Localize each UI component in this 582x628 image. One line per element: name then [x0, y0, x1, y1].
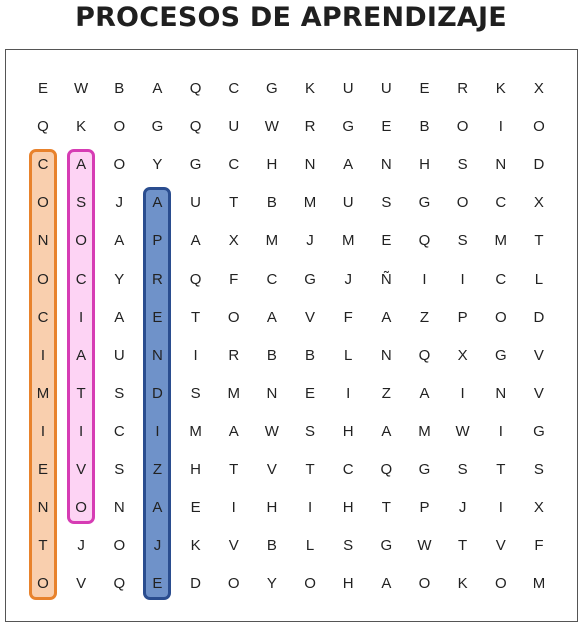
grid-cell[interactable]: S: [381, 194, 392, 212]
grid-cell[interactable]: T: [38, 537, 48, 555]
grid-cell[interactable]: H: [342, 422, 354, 440]
grid-cell[interactable]: I: [422, 270, 427, 288]
grid-cell[interactable]: Q: [37, 118, 49, 136]
grid-cell[interactable]: G: [189, 156, 202, 174]
grid-cell[interactable]: V: [495, 537, 506, 555]
grid-cell[interactable]: E: [37, 461, 48, 478]
grid-cell[interactable]: J: [306, 232, 314, 250]
grid-cell[interactable]: Q: [189, 270, 202, 288]
grid-cell[interactable]: U: [190, 194, 202, 212]
grid-cell[interactable]: O: [37, 575, 49, 593]
grid-cell[interactable]: S: [457, 461, 468, 478]
grid-cell[interactable]: N: [37, 232, 49, 250]
grid-cell[interactable]: H: [342, 575, 354, 593]
grid-cell[interactable]: S: [190, 384, 201, 402]
grid-cell[interactable]: A: [266, 308, 277, 326]
grid-cell[interactable]: C: [495, 194, 507, 212]
grid-cell[interactable]: B: [266, 194, 277, 212]
grid-cell[interactable]: S: [457, 156, 468, 174]
grid-cell[interactable]: T: [305, 461, 315, 478]
grid-cell[interactable]: X: [533, 80, 544, 97]
grid-cell[interactable]: N: [152, 346, 163, 364]
grid-cell[interactable]: Q: [189, 118, 202, 136]
grid-cell[interactable]: B: [305, 346, 316, 364]
grid-cell[interactable]: T: [496, 461, 506, 478]
grid-cell[interactable]: O: [113, 537, 126, 555]
grid-cell[interactable]: I: [346, 384, 351, 402]
grid-cell[interactable]: I: [79, 422, 84, 440]
grid-cell[interactable]: W: [264, 422, 279, 440]
grid-cell[interactable]: N: [380, 156, 392, 174]
grid-cell[interactable]: F: [343, 308, 353, 326]
grid-cell[interactable]: A: [76, 156, 87, 174]
grid-cell[interactable]: G: [342, 118, 355, 136]
grid-cell[interactable]: O: [494, 308, 507, 326]
grid-cell[interactable]: I: [498, 499, 503, 517]
grid-cell[interactable]: T: [191, 308, 201, 326]
grid-cell[interactable]: V: [305, 308, 316, 326]
grid-cell[interactable]: S: [114, 461, 125, 478]
grid-cell[interactable]: W: [264, 118, 279, 136]
grid-cell[interactable]: I: [79, 308, 84, 326]
grid-cell[interactable]: W: [417, 537, 432, 555]
grid-cell[interactable]: H: [419, 156, 430, 174]
grid-cell[interactable]: Q: [189, 80, 202, 97]
grid-cell[interactable]: O: [456, 118, 469, 136]
grid-cell[interactable]: O: [75, 232, 87, 250]
grid-cell[interactable]: G: [418, 194, 431, 212]
grid-cell[interactable]: K: [495, 80, 506, 97]
grid-cell[interactable]: S: [305, 422, 316, 440]
grid-cell[interactable]: X: [228, 232, 239, 250]
grid-cell[interactable]: W: [74, 80, 89, 97]
grid-cell[interactable]: P: [457, 308, 468, 326]
grid-cell[interactable]: T: [229, 194, 239, 212]
grid-cell[interactable]: G: [418, 461, 431, 478]
grid-cell[interactable]: E: [419, 80, 430, 97]
grid-cell[interactable]: R: [228, 346, 240, 364]
grid-cell[interactable]: H: [190, 461, 202, 478]
grid-cell[interactable]: D: [533, 156, 545, 174]
grid-cell[interactable]: U: [380, 80, 392, 97]
grid-cell[interactable]: G: [151, 118, 164, 136]
grid-cell[interactable]: K: [305, 80, 316, 97]
grid-cell[interactable]: D: [533, 308, 545, 326]
grid-cell[interactable]: O: [418, 575, 431, 593]
grid-cell[interactable]: A: [228, 422, 239, 440]
grid-cell[interactable]: I: [460, 384, 465, 402]
grid-cell[interactable]: B: [266, 346, 277, 364]
grid-cell[interactable]: T: [76, 384, 86, 402]
grid-cell[interactable]: V: [76, 461, 87, 478]
grid-cell[interactable]: Q: [380, 461, 393, 478]
grid-cell[interactable]: M: [36, 384, 50, 402]
grid-cell[interactable]: E: [152, 575, 163, 593]
grid-cell[interactable]: C: [342, 461, 354, 478]
grid-cell[interactable]: I: [460, 270, 465, 288]
grid-cell[interactable]: B: [419, 118, 430, 136]
grid-cell[interactable]: Ñ: [380, 270, 392, 288]
grid-cell[interactable]: A: [190, 232, 201, 250]
grid-cell[interactable]: C: [228, 80, 240, 97]
grid-cell[interactable]: K: [76, 118, 87, 136]
grid-cell[interactable]: W: [455, 422, 470, 440]
grid-cell[interactable]: G: [266, 80, 278, 97]
grid-cell[interactable]: N: [266, 384, 278, 402]
grid-cell[interactable]: Y: [266, 575, 277, 593]
grid-cell[interactable]: A: [76, 346, 87, 364]
grid-cell[interactable]: K: [190, 537, 201, 555]
grid-cell[interactable]: O: [37, 270, 49, 288]
grid-cell[interactable]: J: [77, 537, 85, 555]
grid-cell[interactable]: R: [152, 270, 163, 288]
grid-cell[interactable]: U: [228, 118, 240, 136]
grid-cell[interactable]: M: [418, 422, 431, 440]
grid-cell[interactable]: X: [457, 346, 468, 364]
grid-cell[interactable]: O: [113, 118, 126, 136]
grid-cell[interactable]: E: [37, 80, 48, 97]
grid-cell[interactable]: J: [458, 499, 467, 517]
grid-cell[interactable]: I: [307, 499, 313, 517]
grid-cell[interactable]: V: [228, 537, 239, 555]
grid-cell[interactable]: H: [342, 499, 354, 517]
grid-cell[interactable]: C: [75, 270, 87, 288]
grid-cell[interactable]: A: [152, 80, 163, 97]
grid-cell[interactable]: P: [152, 232, 163, 250]
grid-cell[interactable]: Z: [152, 461, 163, 478]
grid-cell[interactable]: V: [533, 384, 544, 402]
grid-cell[interactable]: E: [190, 499, 201, 517]
puzzle-title: PROCESOS DE APRENDIZAJE: [75, 2, 507, 33]
grid-cell[interactable]: C: [37, 308, 49, 326]
grid-cell[interactable]: O: [113, 156, 126, 174]
grid-cell[interactable]: I: [498, 422, 503, 440]
grid-cell[interactable]: M: [189, 422, 202, 440]
grid-cell[interactable]: A: [343, 156, 354, 174]
grid-cell[interactable]: A: [152, 499, 163, 517]
grid-cell[interactable]: Q: [418, 346, 431, 364]
grid-cell[interactable]: S: [114, 384, 125, 402]
grid-cell[interactable]: N: [380, 346, 392, 364]
grid-cell[interactable]: P: [419, 499, 430, 517]
grid-cell[interactable]: U: [342, 194, 354, 212]
grid-cell[interactable]: T: [381, 499, 391, 517]
word-search-board[interactable]: [5, 49, 578, 622]
grid-cell[interactable]: I: [155, 422, 160, 440]
grid-cell[interactable]: L: [534, 270, 544, 288]
grid-cell[interactable]: I: [40, 346, 46, 364]
grid-cell[interactable]: I: [498, 118, 503, 136]
grid-cell[interactable]: I: [40, 422, 46, 440]
grid-cell[interactable]: J: [344, 270, 352, 288]
grid-cell[interactable]: Y: [152, 156, 163, 174]
grid-cell[interactable]: J: [115, 194, 124, 212]
grid-cell[interactable]: K: [457, 575, 468, 593]
grid-cell[interactable]: S: [76, 194, 87, 212]
grid-cell[interactable]: S: [457, 232, 468, 250]
grid-cell[interactable]: O: [227, 308, 240, 326]
grid-cell[interactable]: H: [266, 156, 278, 174]
grid-cell[interactable]: A: [114, 308, 125, 326]
grid-cell[interactable]: Z: [419, 308, 430, 326]
grid-cell[interactable]: G: [304, 270, 316, 288]
grid-cell[interactable]: H: [266, 499, 278, 517]
grid-cell[interactable]: T: [534, 232, 544, 250]
grid-cell[interactable]: C: [37, 156, 49, 174]
grid-cell[interactable]: M: [227, 384, 240, 402]
grid-cell[interactable]: L: [344, 346, 353, 364]
grid-cell[interactable]: F: [229, 270, 239, 288]
grid-cell[interactable]: Y: [114, 270, 125, 288]
grid-cell[interactable]: C: [495, 270, 507, 288]
grid-cell[interactable]: O: [75, 499, 87, 517]
grid-cell[interactable]: A: [381, 308, 392, 326]
grid-cell[interactable]: V: [266, 461, 277, 478]
grid-cell[interactable]: M: [532, 575, 546, 593]
grid-cell[interactable]: Q: [113, 575, 126, 593]
grid-cell[interactable]: A: [419, 384, 430, 402]
grid-cell[interactable]: D: [190, 575, 202, 593]
grid-cell[interactable]: S: [343, 537, 354, 555]
grid-cell[interactable]: D: [152, 384, 163, 402]
grid-cell[interactable]: C: [266, 270, 278, 288]
grid-cell[interactable]: V: [76, 575, 87, 593]
grid-cell[interactable]: O: [533, 118, 545, 136]
grid-cell[interactable]: E: [305, 384, 316, 402]
grid-cell[interactable]: G: [494, 346, 507, 364]
grid-cell[interactable]: T: [458, 537, 468, 555]
grid-cell[interactable]: M: [494, 232, 508, 250]
grid-cell[interactable]: G: [533, 422, 545, 440]
grid-cell[interactable]: A: [114, 232, 125, 250]
grid-cell[interactable]: Z: [381, 384, 391, 402]
grid-cell[interactable]: N: [495, 156, 507, 174]
grid-cell[interactable]: N: [495, 384, 507, 402]
grid-cell[interactable]: V: [533, 346, 544, 364]
grid-cell[interactable]: O: [37, 194, 49, 212]
grid-cell[interactable]: M: [303, 194, 317, 212]
grid-cell[interactable]: B: [266, 537, 277, 555]
grid-cell[interactable]: M: [341, 232, 355, 250]
grid-cell[interactable]: N: [113, 499, 125, 517]
grid-cell[interactable]: T: [229, 461, 239, 478]
grid-cell[interactable]: S: [533, 461, 544, 478]
grid-cell[interactable]: L: [305, 537, 315, 555]
grid-cell[interactable]: O: [227, 575, 240, 593]
grid-cell[interactable]: M: [265, 232, 279, 250]
grid-cell[interactable]: A: [381, 422, 392, 440]
grid-cell[interactable]: J: [153, 537, 162, 555]
grid-cell[interactable]: U: [113, 346, 125, 364]
grid-cell[interactable]: E: [381, 232, 392, 250]
grid-cell[interactable]: E: [381, 118, 392, 136]
grid-cell[interactable]: O: [304, 575, 316, 593]
grid-cell[interactable]: I: [231, 499, 236, 517]
grid-cell[interactable]: F: [534, 537, 544, 555]
grid-cell[interactable]: X: [533, 194, 544, 212]
grid-cell[interactable]: U: [342, 80, 354, 97]
grid-cell[interactable]: O: [456, 194, 469, 212]
grid-cell[interactable]: N: [304, 156, 316, 174]
grid-cell[interactable]: E: [152, 308, 163, 326]
grid-cell[interactable]: N: [37, 499, 49, 517]
grid-cell[interactable]: I: [193, 346, 198, 364]
grid-cell[interactable]: A: [152, 194, 163, 212]
grid-cell[interactable]: C: [113, 422, 125, 440]
grid-cell[interactable]: O: [494, 575, 507, 593]
grid-cell[interactable]: R: [304, 118, 316, 136]
grid-cell[interactable]: C: [228, 156, 240, 174]
grid-cell[interactable]: B: [114, 80, 125, 97]
grid-cell[interactable]: A: [381, 575, 392, 593]
grid-cell[interactable]: G: [380, 537, 393, 555]
grid-cell[interactable]: Q: [418, 232, 431, 250]
grid-cell[interactable]: R: [457, 80, 469, 97]
grid-cell[interactable]: X: [533, 499, 544, 517]
